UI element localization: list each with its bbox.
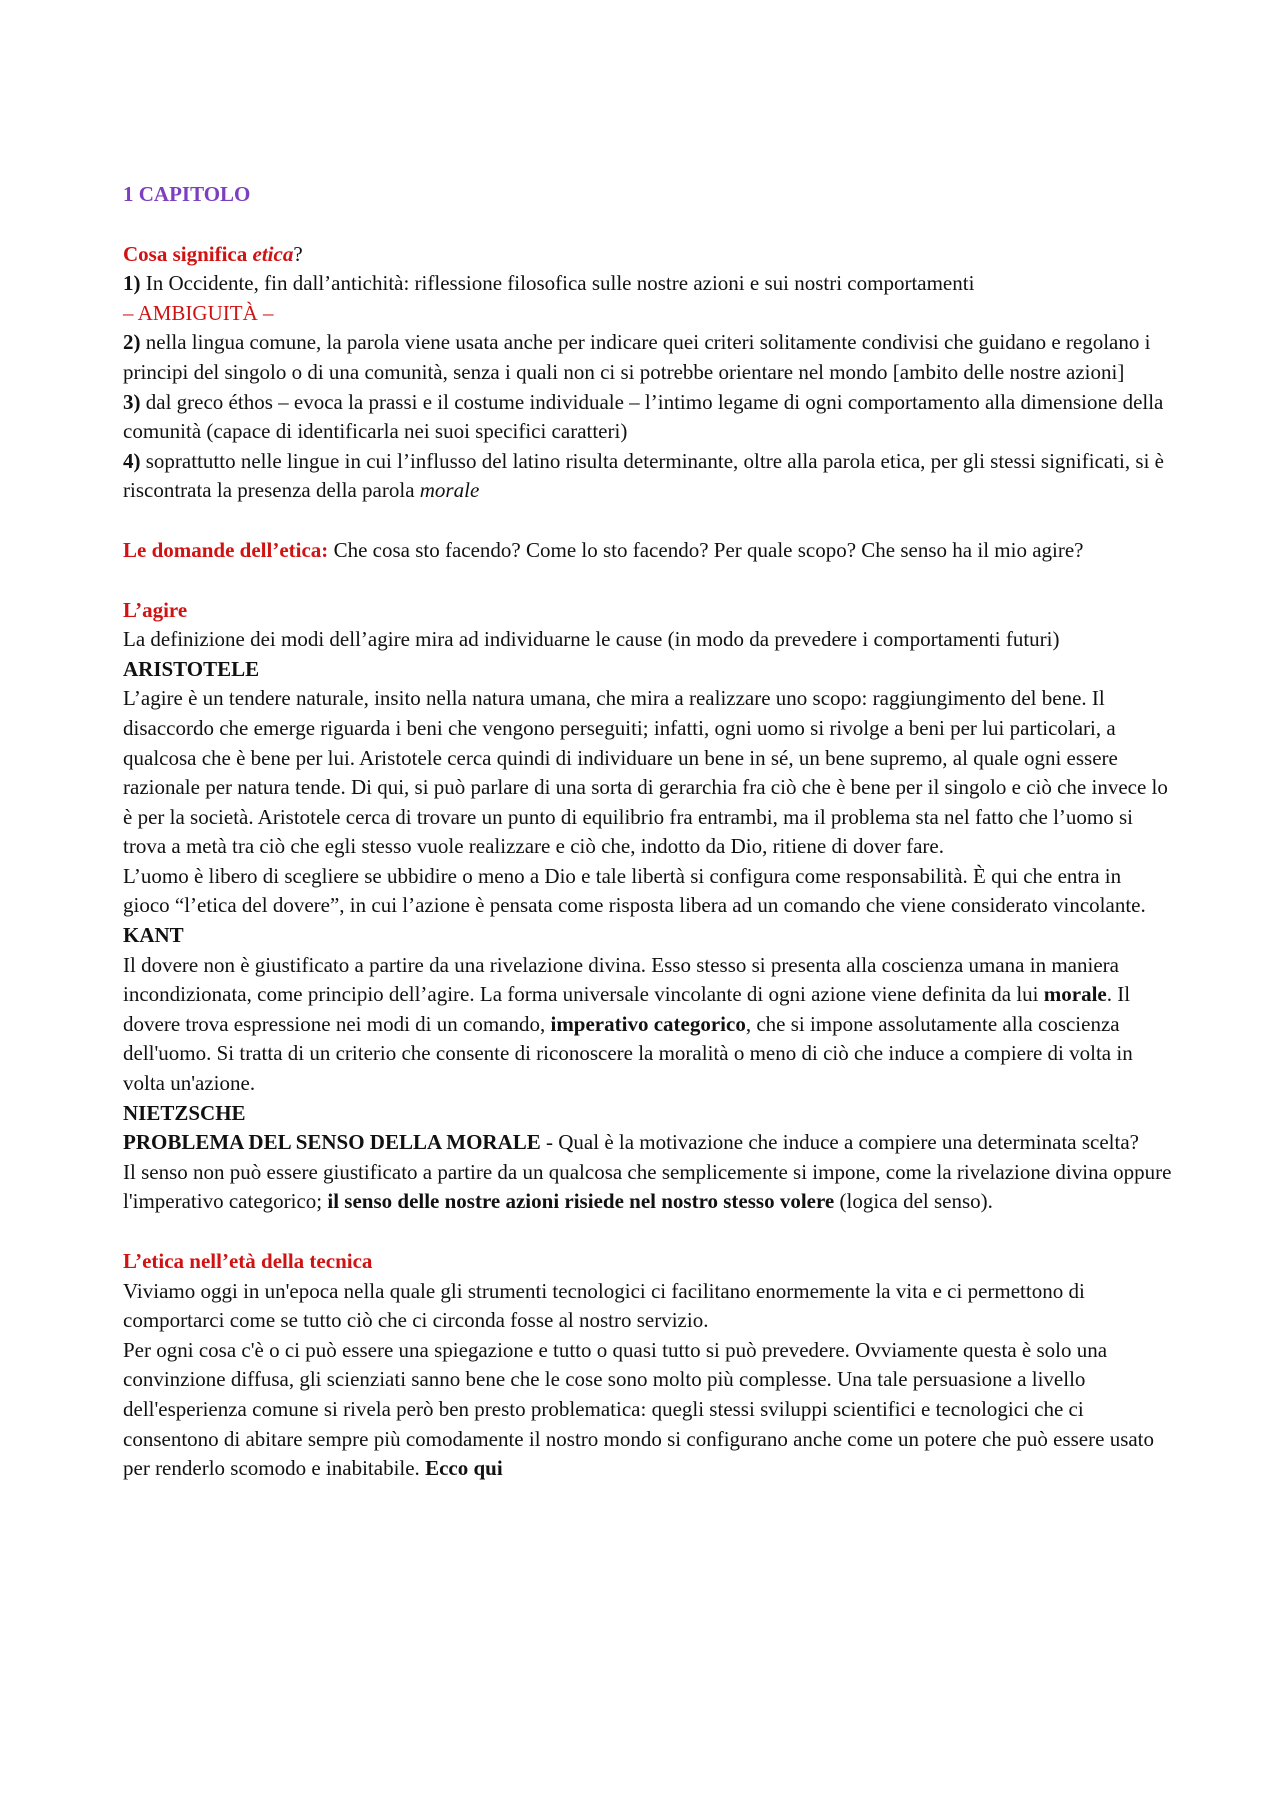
kant-text: Il dovere non è giustificato a partire da una rivelazione divina. Esso stesso si presenta alla coscienza umana in maniera incondizionata, come principio dell’agire. La forma universale vincolante di ogni azione viene definita da lui [123, 952, 1119, 1007]
tecnica-text: Per ogni cosa c'è o ci può essere una spiegazione e tutto o quasi tutto si può prevedere. Ovviamente questa è solo una convinzione diffusa, gli scienziati sanno bene che le cose sono molto più complesse. Una tale persuasione a livello dell'esperienza comune si rivela però ben presto problematica: quegli stessi sviluppi scientifici e tecnologici che ci consentono di abitare sempre più comodamente il nostro mondo si configurano anche come un potere che può essere usato per renderlo scomodo e inabitabile. [123, 1337, 1155, 1481]
nietzsche-paragraph [123, 1158, 1173, 1217]
chapter-title: 1 CAPITOLO [123, 182, 251, 206]
item-text: nella lingua comune, la parola viene usata anche per indicare quei criteri solitamente condivisi che guidano e regolano i principi del singolo o di una comunità, senza i quali non ci si potrebbe orientare nel mondo [ambito delle nostre azioni] [123, 330, 1151, 384]
agire-intro: La definizione dei modi dell’agire mira ad individuarne le cause (in modo da prevedere i comportamenti futuri) [123, 627, 1060, 652]
questions-text: Che cosa sto facendo? Come lo sto facendo? Per quale scopo? Che senso ha il mio agire? [328, 537, 1084, 562]
document-page [123, 180, 1173, 1484]
item-number: 2) [123, 330, 141, 355]
philosopher-aristotele: ARISTOTELE [123, 656, 260, 681]
list-item-4 [123, 447, 1173, 506]
tecnica-paragraph-1: Viviamo oggi in un'epoca nella quale gli strumenti tecnologici ci facilitano enormemente la vita e ci permettono di comportarci come se tutto ciò che ci circonda fosse al nostro servizio. [123, 1278, 1085, 1333]
philosopher-kant: KANT [123, 923, 184, 948]
section-heading-etica [123, 240, 1173, 270]
list-item-1 [123, 269, 1173, 299]
spacer [123, 506, 1173, 536]
problem-label: PROBLEMA DEL SENSO DELLA MORALE [123, 1130, 541, 1155]
problem-text: - Qual è la motivazione che induce a compiere una determinata scelta? [540, 1130, 1139, 1155]
spacer [123, 566, 1173, 596]
nietzsche-bold: il senso delle nostre azioni risiede nel nostro stesso volere [327, 1189, 835, 1214]
heading-italic: etica [252, 241, 294, 266]
questions-label: Le domande dell’etica: [123, 537, 329, 562]
kant-text: , che si impone assolutamente alla coscienza dell'uomo. Si tratta di un criterio che consente di riconoscere la moralità o meno di ciò che induce a compiere di volta in volta un'azione. [123, 1011, 1133, 1096]
nietzsche-text: (logica del senso). [834, 1189, 993, 1214]
ambiguity-label: – AMBIGUITÀ – [123, 300, 274, 325]
nietzsche-problem [123, 1128, 1173, 1158]
item-number: 4) [123, 448, 141, 473]
section-heading-agire: L’agire [123, 597, 188, 622]
kant-paragraph [123, 951, 1173, 1099]
questions-paragraph [123, 536, 1173, 566]
aristotele-paragraph-1: L’agire è un tendere naturale, insito nella natura umana, che mira a realizzare uno scopo: raggiungimento del bene. Il disaccordo che emerge riguarda i beni che vengono perseguiti; infatti, ogni uomo si rivolge a beni per lui particolari, a qualcosa che è bene per lui. Aristotele cerca quindi di individuare un bene in sé, un bene supremo, al quale ogni essere razionale per natura tende. Di qui, si può parlare di una sorta di gerarchia fra ciò che è bene per il singolo e ciò che invece lo è per la società. Aristotele cerca di trovare un punto di equilibrio fra entrambi, ma il problema sta nel fatto che l’uomo si trova a metà tra ciò che egli stesso vuole realizzare e ciò che, indotto da Dio, ritiene di dover fare. [123, 686, 1168, 859]
kant-text: . Il dovere trova espressione nei modi di un comando, [123, 982, 1131, 1036]
spacer [123, 210, 1173, 240]
aristotele-paragraph-2: L’uomo è libero di scegliere se ubbidire o meno a Dio e tale libertà si configura come responsabilità. È qui che entra in gioco “l’etica del dovere”, in cui l’azione è pensata come risposta libera ad un comando che viene considerato vincolante. [123, 863, 1146, 918]
nietzsche-text: Il senso non può essere giustificato a partire da un qualcosa che semplicemente si impone, come la rivelazione divina oppure l'imperativo categorico; [123, 1159, 1172, 1214]
tecnica-paragraph-2 [123, 1336, 1173, 1484]
spacer [123, 1217, 1173, 1247]
section-heading-tecnica: L’etica nell’età della tecnica [123, 1249, 373, 1273]
list-item-2 [123, 328, 1173, 387]
list-item-3 [123, 388, 1173, 447]
item-number: 3) [123, 389, 141, 414]
tecnica-bold: Ecco qui [425, 1456, 503, 1481]
kant-bold-imperativo: imperativo categorico [550, 1011, 746, 1036]
item-text: dal greco éthos – evoca la prassi e il costume individuale – l’intimo legame di ogni comportamento alla dimensione della comunità (capace di identificarla nei suoi specifici caratteri) [123, 389, 1164, 444]
item-italic: morale [419, 478, 480, 503]
item-text: In Occidente, fin dall’antichità: riflessione filosofica sulle nostre azioni e sui nostri comportamenti [140, 271, 975, 296]
philosopher-nietzsche: NIETZSCHE [123, 1100, 246, 1125]
heading-text: Cosa significa [123, 241, 253, 266]
heading-qmark: ? [293, 241, 303, 266]
item-text: soprattutto nelle lingue in cui l’influsso del latino risulta determinante, oltre alla parola etica, per gli stessi significati, si è riscontrata la presenza della parola [123, 448, 1164, 503]
kant-bold-morale: morale [1043, 982, 1107, 1007]
item-number: 1) [123, 271, 141, 296]
